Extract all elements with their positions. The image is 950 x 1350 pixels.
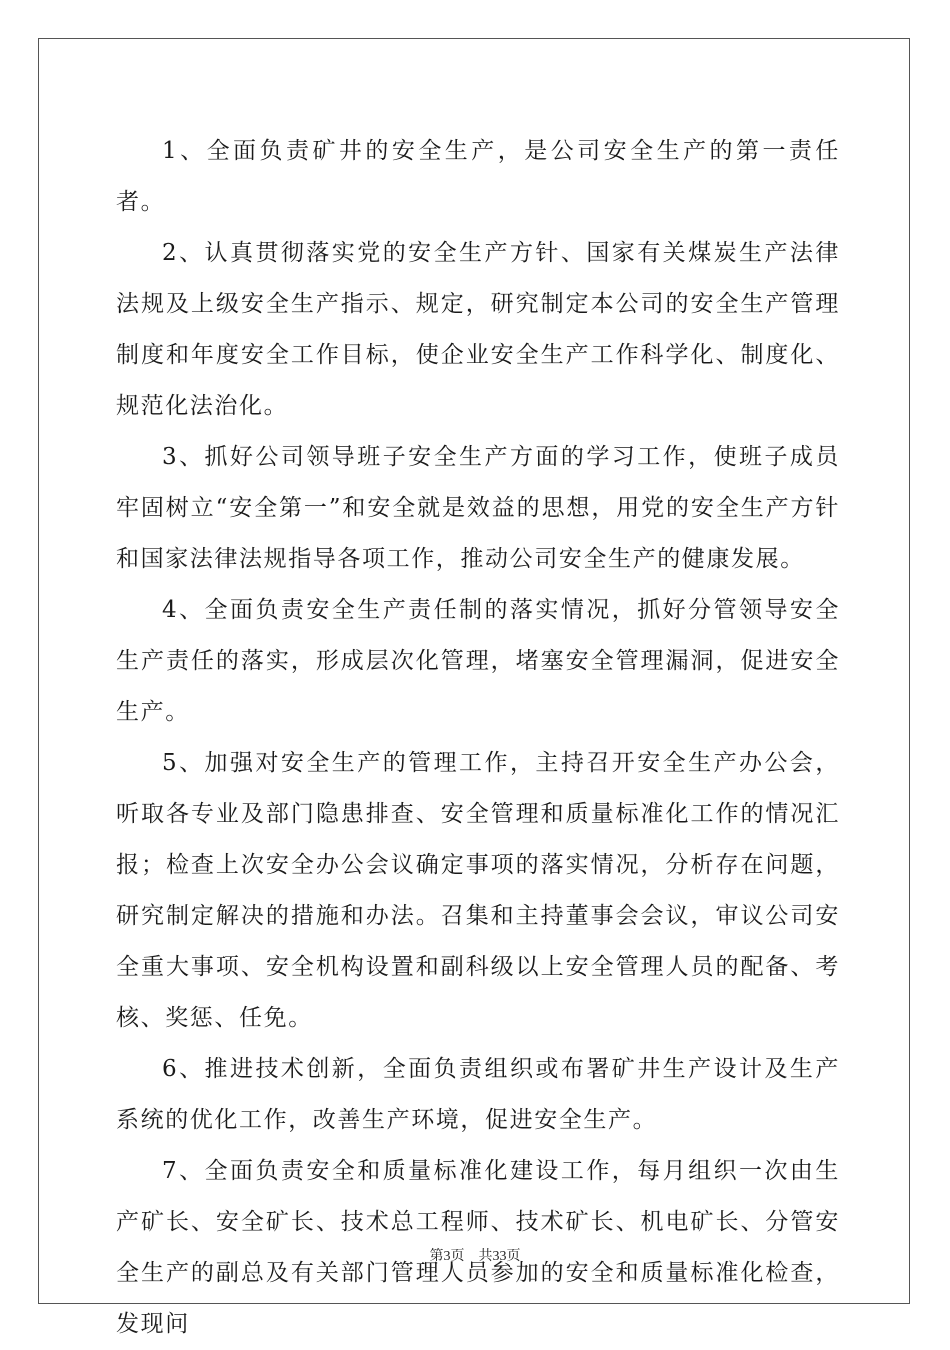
paragraph-7: 7、全面负责安全和质量标准化建设工作，每月组织一次由生产矿长、安全矿长、技术总工程师、技术矿长、机电矿长、分管安全生产的副总及有关部门管理人员参加的安全和质量标准化检查，发现问 [116,1158,840,1337]
paragraph-4: 4、全面负责安全生产责任制的落实情况，抓好分管领导安全生产责任的落实，形成层次化管理，堵塞安全管理漏洞，促进安全生产。 [116,597,840,725]
paragraph-6: 6、推进技术创新，全面负责组织或布署矿井生产设计及生产系统的优化工作，改善生产环境，促进安全生产。 [116,1056,840,1133]
paragraph-5: 5、加强对安全生产的管理工作，主持召开安全生产办公会，听取各专业及部门隐患排查、安全管理和质量标准化工作的情况汇报；检查上次安全办公会议确定事项的落实情况，分析存在问题，研究制定解决的措施和办法。召集和主持董事会会议，审议公司安全重大事项、安全机构设置和副科级以上安全管理人员的配备、考核、奖惩、任免。 [116,750,840,1031]
page-footer [0,1245,950,1265]
paragraph-3: 3、抓好公司领导班子安全生产方面的学习工作，使班子成员牢固树立“安全第一”和安全就是效益的思想，用党的安全生产方针和国家法律法规指导各项工作，推动公司安全生产的健康发展。 [116,444,840,572]
paragraph-1: 1、全面负责矿井的安全生产，是公司安全生产的第一责任者。 [116,138,840,215]
page-number: 第3页 [429,1249,465,1264]
paragraph-2: 2、认真贯彻落实党的安全生产方针、国家有关煤炭生产法律法规及上级安全生产指示、规定，研究制定本公司的安全生产管理制度和年度安全工作目标，使企业安全生产工作科学化、制度化、规范化法治化。 [116,240,840,419]
page-total: 共33页 [478,1249,521,1264]
document-body [116,126,840,1350]
